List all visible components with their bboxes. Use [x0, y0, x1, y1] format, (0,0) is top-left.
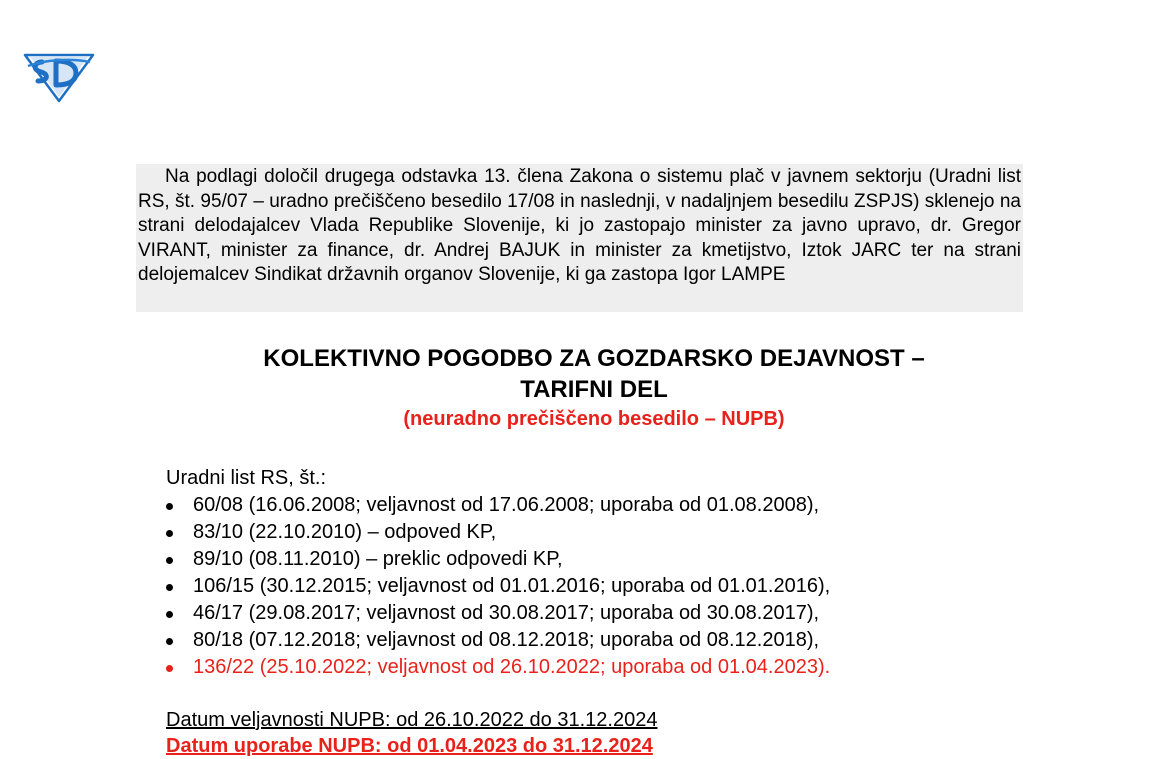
list-item	[166, 519, 830, 546]
list-item	[166, 546, 830, 573]
document-title: KOLEKTIVNO POGODBO ZA GOZDARSKO DEJAVNOST –	[263, 345, 925, 372]
bullet-icon	[166, 638, 173, 645]
list-item-text: 89/10 (08.11.2010) – preklic odpovedi KP,	[193, 548, 563, 570]
list-item	[166, 573, 830, 600]
gazette-issue-list	[166, 492, 830, 681]
list-item-text: 136/22 (25.10.2022; veljavnost od 26.10.2022; uporaba od 01.04.2023).	[193, 656, 831, 678]
list-item	[166, 600, 830, 627]
list-item-text: 106/15 (30.12.2015; veljavnost od 01.01.2016; uporaba od 01.01.2016),	[193, 575, 831, 597]
gazette-heading: Uradni list RS, št.:	[166, 467, 327, 489]
list-item-latest	[166, 654, 830, 681]
list-item-text: 83/10 (22.10.2010) – odpoved KP,	[193, 521, 497, 543]
bullet-icon	[166, 503, 173, 510]
bullet-icon	[166, 557, 173, 564]
list-item-text: 60/08 (16.06.2008; veljavnost od 17.06.2008; uporaba od 01.08.2008),	[193, 494, 820, 516]
list-item-text: 80/18 (07.12.2018; veljavnost od 08.12.2018; uporaba od 08.12.2018),	[193, 629, 820, 651]
document-subtitle: (neuradno prečiščeno besedilo – NUPB)	[403, 408, 785, 430]
validity-dates: Datum veljavnosti NUPB: od 26.10.2022 do 31.12.2024	[166, 709, 658, 731]
list-item	[166, 627, 830, 654]
union-shield-logo-icon	[22, 48, 96, 104]
bullet-icon	[166, 611, 173, 618]
preamble-paragraph: Na podlagi določil drugega odstavka 13. člena Zakona o sistemu plač v javnem sektorju (Uradni list RS, št. 95/07 – uradno prečiščeno besedilo 17/08 in naslednji, v nadaljnjem besedilu ZSPJS) sklenejo na strani delodajalcev Vlada Republike Slovenije, ki jo zastopajo minister za javno upravo, dr. Gregor VIRANT, minister za finance, dr. Andrej BAJUK in minister za kmetijstvo, Iztok JARC ter na strani delojemalcev Sindikat državnih organov Slovenije, ki ga zastopa Igor LAMPE	[136, 164, 1023, 312]
document-title-line2: TARIFNI DEL	[520, 376, 668, 403]
list-item-text: 46/17 (29.08.2017; veljavnost od 30.08.2017; uporaba od 30.08.2017),	[193, 602, 820, 624]
bullet-icon	[166, 584, 173, 591]
bullet-icon	[166, 665, 173, 672]
list-item	[166, 492, 830, 519]
usage-dates: Datum uporabe NUPB: od 01.04.2023 do 31.12.2024	[166, 735, 653, 757]
bullet-icon	[166, 530, 173, 537]
